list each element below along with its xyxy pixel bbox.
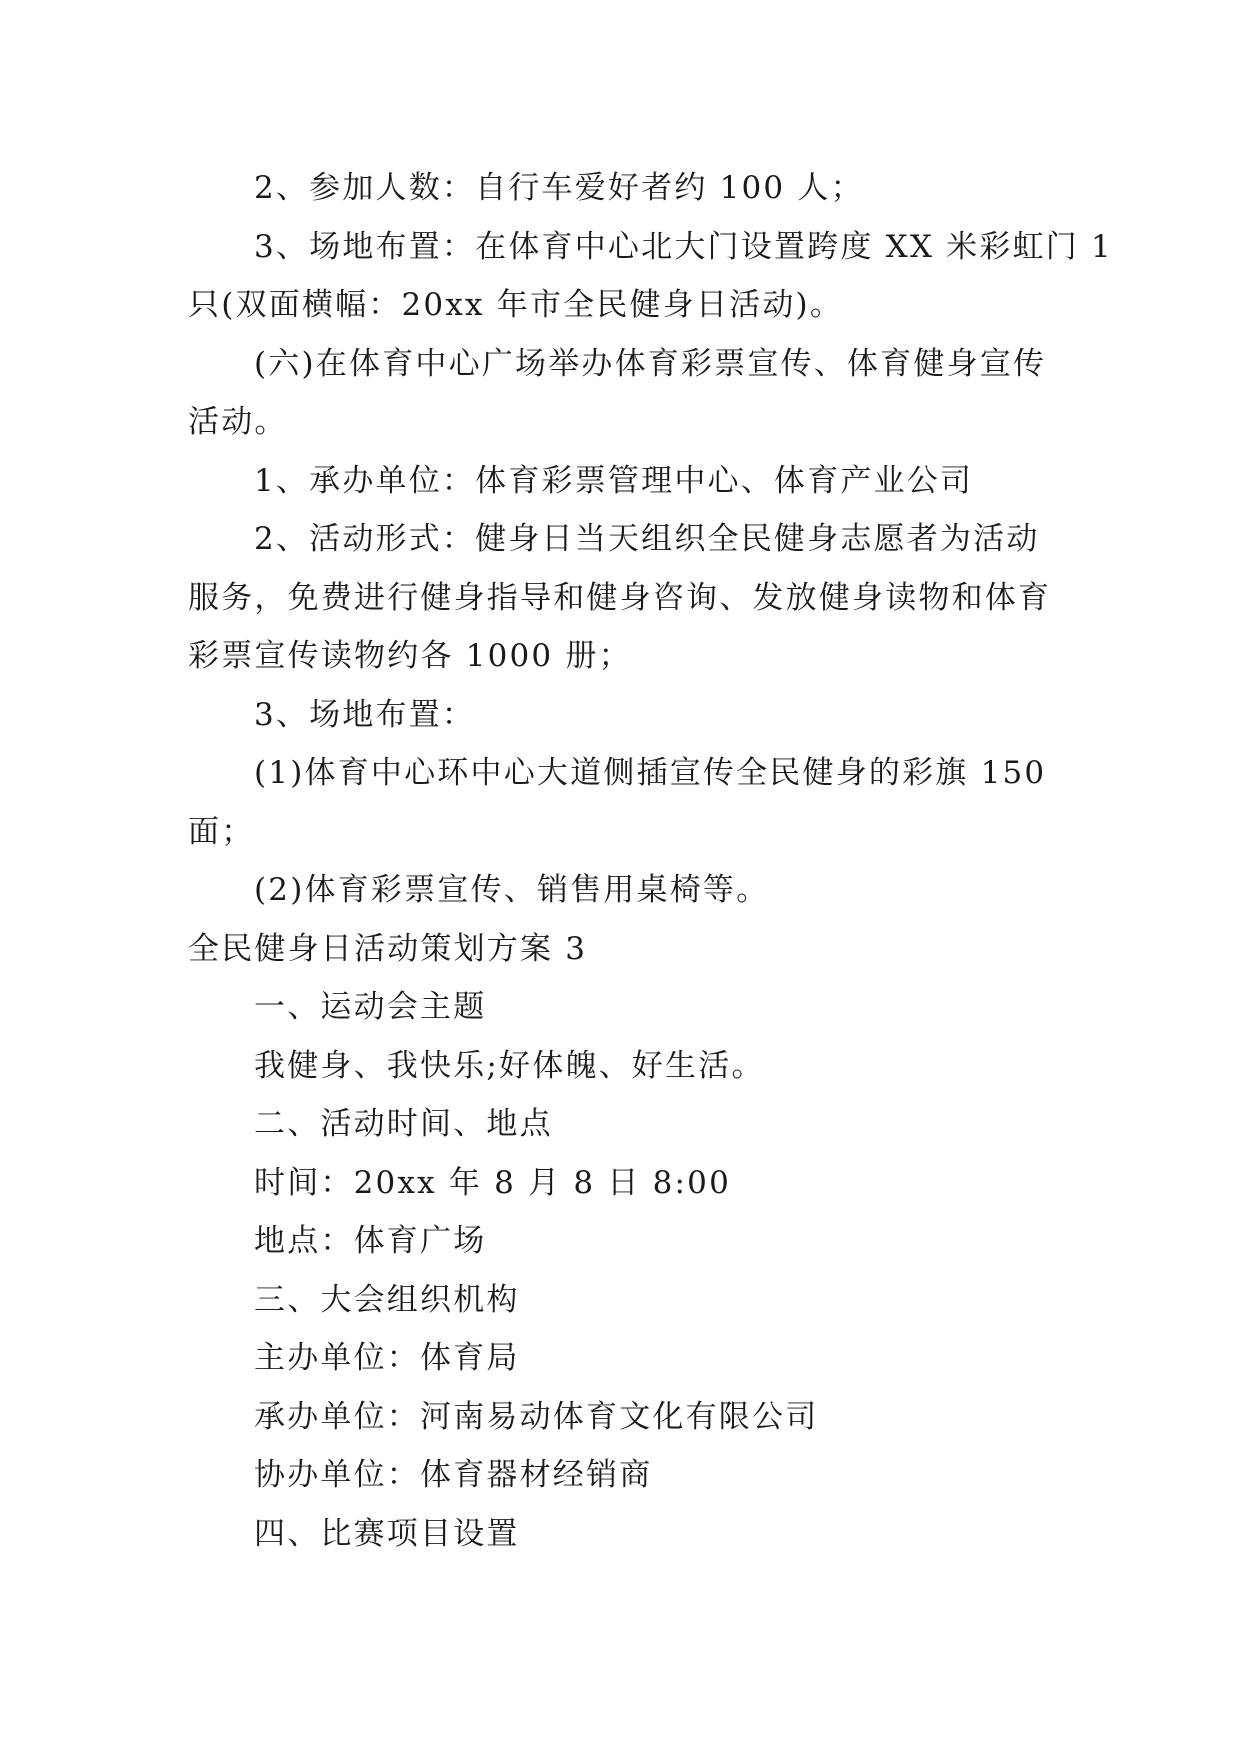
paragraph-line: 3、场地布置： [254, 696, 476, 733]
paragraph-line: 活动。 [188, 404, 288, 440]
paragraph-line: 协办单位：体育器材经销商 [254, 1457, 653, 1493]
section-heading: 全民健身日活动策划方案 3 [188, 930, 588, 967]
document-body [188, 159, 1113, 1563]
paragraph-line: 彩票宣传读物约各 1000 册； [188, 638, 632, 674]
paragraph-line: 2、参加人数：自行车爱好者约 100 人； [254, 170, 864, 206]
paragraph-line: (六)在体育中心广场举办体育彩票宣传、体育健身宣传 [254, 345, 1047, 382]
paragraph-line: 时间：20xx 年 8 月 8 日 8:00 [254, 1164, 731, 1201]
paragraph-line: 地点：体育广场 [254, 1223, 487, 1259]
paragraph-line: 3、场地布置：在体育中心北大门设置跨度 XX 米彩虹门 1 [254, 228, 1113, 265]
paragraph-line: 服务，免费进行健身指导和健身咨询、发放健身读物和体育 [188, 579, 1052, 616]
paragraph-line: 1、承办单位：体育彩票管理中心、体育产业公司 [254, 462, 974, 499]
paragraph-line: 二、活动时间、地点 [254, 1106, 553, 1142]
paragraph-line: 2、活动形式：健身日当天组织全民健身志愿者为活动 [254, 521, 1040, 557]
paragraph-line: 四、比赛项目设置 [254, 1515, 520, 1552]
paragraph-line: 我健身、我快乐;好体魄、好生活。 [254, 1047, 765, 1084]
paragraph-line: (2)体育彩票宣传、销售用桌椅等。 [254, 872, 770, 908]
paragraph-line: 只(双面横幅：20xx 年市全民健身日活动)。 [188, 287, 844, 323]
paragraph-line: 一、运动会主题 [254, 989, 487, 1025]
paragraph-line: 面； [188, 813, 255, 850]
paragraph-line: 主办单位：体育局 [254, 1340, 520, 1376]
paragraph-line: (1)体育中心环中心大道侧插宣传全民健身的彩旗 150 [254, 755, 1047, 791]
paragraph-line: 承办单位：河南易动体育文化有限公司 [254, 1398, 819, 1435]
paragraph-line: 三、大会组织机构 [254, 1281, 520, 1318]
